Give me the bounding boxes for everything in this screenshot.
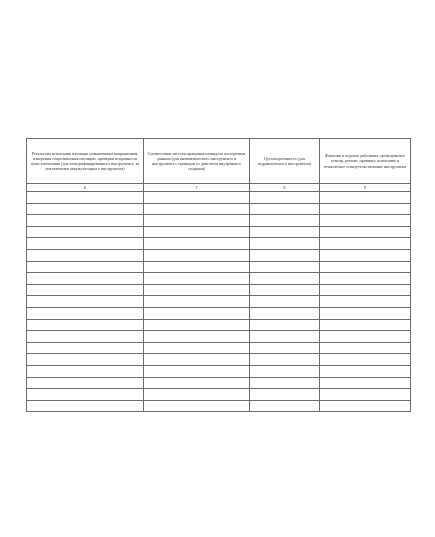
table-cell <box>27 389 144 401</box>
table-cell <box>250 226 320 238</box>
table-row <box>27 192 411 204</box>
table-cell <box>144 284 250 296</box>
table-cell <box>144 400 250 412</box>
table-cell <box>250 273 320 285</box>
table-cell <box>144 261 250 273</box>
table-row <box>27 400 411 412</box>
table-cell <box>27 342 144 354</box>
table-row <box>27 249 411 261</box>
table-cell <box>320 273 411 285</box>
table-cell <box>27 203 144 215</box>
table-cell <box>320 354 411 366</box>
table-cell <box>144 354 250 366</box>
table-cell <box>144 273 250 285</box>
table-cell <box>27 319 144 331</box>
table-cell <box>27 238 144 250</box>
column-number: 7 <box>144 184 250 192</box>
table-cell <box>250 377 320 389</box>
header-row <box>27 139 411 184</box>
table-row <box>27 389 411 401</box>
table-row <box>27 365 411 377</box>
table-row <box>27 273 411 285</box>
table-cell <box>144 296 250 308</box>
table-cell <box>320 342 411 354</box>
table-cell <box>144 389 250 401</box>
table-cell <box>144 238 250 250</box>
table-row <box>27 284 411 296</box>
table-cell <box>320 215 411 227</box>
table-cell <box>320 261 411 273</box>
table-cell <box>250 249 320 261</box>
table-cell <box>250 319 320 331</box>
table-cell <box>144 365 250 377</box>
table-cell <box>320 238 411 250</box>
table-cell <box>320 365 411 377</box>
table-cell <box>27 296 144 308</box>
header-insulation-test: Результаты испытания изоляции повышенным напряжением, измерения сопротивления изоляции, проверки исправности цепи заземления (для электрифицированного инструмента, за исключением аккумуляторного инструмента) <box>27 139 144 184</box>
table-cell <box>144 226 250 238</box>
table-cell <box>250 365 320 377</box>
table-row <box>27 261 411 273</box>
table-cell <box>27 354 144 366</box>
table-cell <box>27 261 144 273</box>
table-cell <box>320 307 411 319</box>
header-inspector-signature: Фамилия и подпись работника, проводившего осмотр, ремонт, проверку, испытание и техническое освидетельствование инструмента <box>320 139 411 184</box>
table-cell <box>144 192 250 204</box>
table-cell <box>27 226 144 238</box>
table-cell <box>144 307 250 319</box>
table-cell <box>250 331 320 343</box>
table-row <box>27 238 411 250</box>
table-cell <box>27 331 144 343</box>
table-cell <box>27 215 144 227</box>
table-row <box>27 203 411 215</box>
table-cell <box>250 400 320 412</box>
table-cell <box>27 192 144 204</box>
table-cell <box>320 226 411 238</box>
header-load-capacity: Грузоподъемность (для гидравлического инструмента) <box>250 139 320 184</box>
table-cell <box>144 331 250 343</box>
table-row <box>27 354 411 366</box>
inspection-log-table <box>26 138 411 412</box>
table-row <box>27 296 411 308</box>
table-cell <box>144 377 250 389</box>
table-cell <box>27 377 144 389</box>
table-cell <box>144 319 250 331</box>
table-cell <box>250 342 320 354</box>
table-cell <box>250 389 320 401</box>
column-number-row <box>27 184 411 192</box>
table-row <box>27 307 411 319</box>
table-row <box>27 215 411 227</box>
table-cell <box>250 354 320 366</box>
table-cell <box>320 203 411 215</box>
table-cell <box>144 203 250 215</box>
table-row <box>27 226 411 238</box>
table-cell <box>27 284 144 296</box>
table-cell <box>144 342 250 354</box>
table-cell <box>320 331 411 343</box>
table-cell <box>250 307 320 319</box>
table-row <box>27 342 411 354</box>
table-cell <box>27 249 144 261</box>
table-row <box>27 377 411 389</box>
table-cell <box>27 365 144 377</box>
table-row <box>27 319 411 331</box>
table-cell <box>27 400 144 412</box>
table-cell <box>320 319 411 331</box>
table-cell <box>250 215 320 227</box>
table-cell <box>320 377 411 389</box>
table-cell <box>320 249 411 261</box>
table-cell <box>250 284 320 296</box>
table-cell <box>144 215 250 227</box>
table-cell <box>250 296 320 308</box>
header-spindle-speed: Соответствие частоты вращения шпинделя паспортным данным (для пневматического инструмента и инструмента с приводом от двигателя внутреннего сгорания) <box>144 139 250 184</box>
column-number: 8 <box>250 184 320 192</box>
table-cell <box>250 192 320 204</box>
column-number: 6 <box>27 184 144 192</box>
table-cell <box>144 249 250 261</box>
table-row <box>27 331 411 343</box>
table-cell <box>320 400 411 412</box>
table-cell <box>320 389 411 401</box>
column-number: 9 <box>320 184 411 192</box>
table-cell <box>320 296 411 308</box>
table-cell <box>320 284 411 296</box>
table-cell <box>250 261 320 273</box>
table-cell <box>27 307 144 319</box>
table-cell <box>320 192 411 204</box>
table-cell <box>250 238 320 250</box>
table-cell <box>250 203 320 215</box>
table-cell <box>27 273 144 285</box>
